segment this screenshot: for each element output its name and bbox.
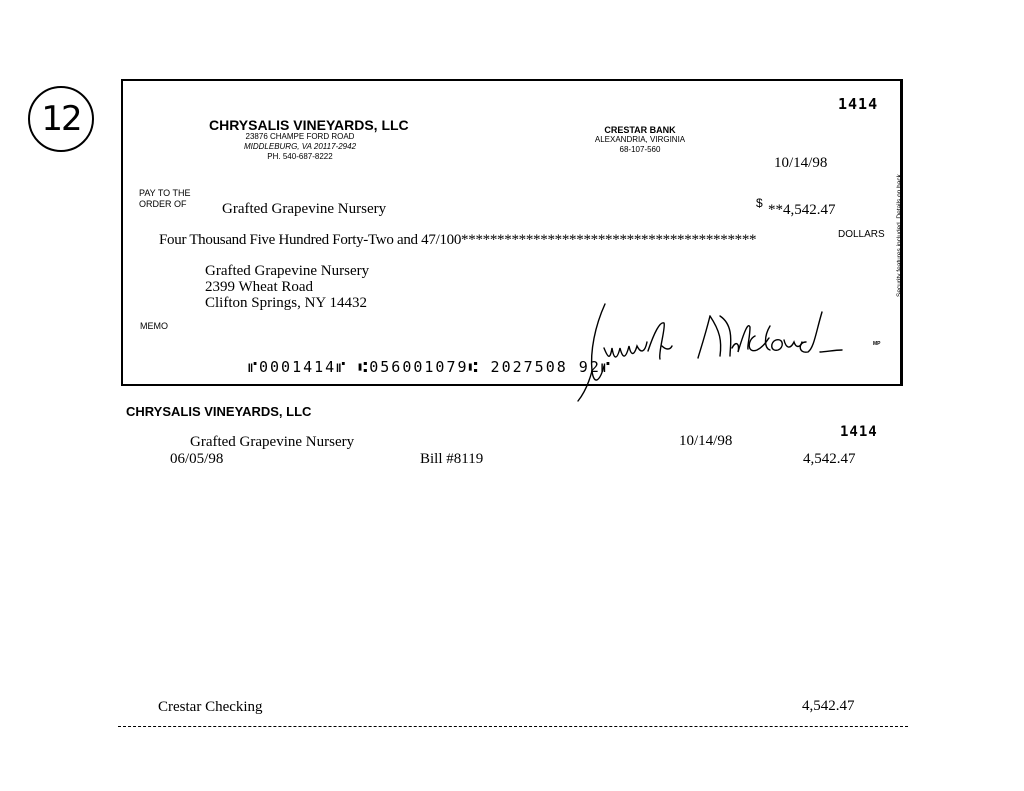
check-number: 1414 <box>838 95 879 113</box>
stub-account-name: Crestar Checking <box>158 699 263 715</box>
company-address-line2: MIDDLEBURG, VA 20117-2942 <box>243 142 357 151</box>
dollars-label: DOLLARS <box>838 229 885 240</box>
company-address-block <box>225 132 375 162</box>
mp-mark: MP <box>873 341 881 347</box>
company-name: CHRYSALIS VINEYARDS, LLC <box>209 117 409 133</box>
company-address-line1: 23876 CHAMPE FORD ROAD <box>245 132 355 141</box>
payee-address-block <box>205 263 369 311</box>
stub-account-amount: 4,542.47 <box>802 698 855 714</box>
stub-payee: Grafted Grapevine Nursery <box>190 434 355 450</box>
stub-bill-amount: 4,542.47 <box>803 451 856 467</box>
company-phone: PH. 540-687-8222 <box>267 152 333 161</box>
dollar-sign: $ <box>756 196 763 210</box>
perforation-line <box>118 726 908 727</box>
payee-name: Grafted Grapevine Nursery <box>222 201 387 217</box>
page-number: 12 <box>41 99 81 139</box>
check-date: 10/14/98 <box>774 155 828 171</box>
pay-to-label-line2: ORDER OF <box>139 199 187 209</box>
stub-company-name: CHRYSALIS VINEYARDS, LLC <box>126 404 312 419</box>
amount-numeric: **4,542.47 <box>768 202 836 218</box>
security-features-note: Security features included. Details on back. <box>896 172 903 298</box>
stub-bill-date: 06/05/98 <box>170 451 224 467</box>
stub-check-number: 1414 <box>840 424 878 440</box>
payee-address-line3: Clifton Springs, NY 14432 <box>205 295 367 311</box>
stub-date: 10/14/98 <box>679 433 733 449</box>
amount-in-words: Four Thousand Five Hundred Forty-Two and 47/100***************************************** <box>159 232 757 248</box>
payee-address-line1: Grafted Grapevine Nursery <box>205 263 370 279</box>
stub-bill-reference: Bill #8119 <box>420 451 484 467</box>
payee-address-line2: 2399 Wheat Road <box>205 279 314 295</box>
memo-label: MEMO <box>140 321 168 331</box>
bank-name: CRESTAR BANK <box>604 125 676 135</box>
bank-location: ALEXANDRIA, VIRGINIA <box>594 135 686 144</box>
micr-line: ⑈0001414⑈ ⑆056001079⑆ 2027508 92⑈ <box>248 358 612 376</box>
page-number-circle <box>28 86 94 152</box>
pay-to-label <box>139 188 191 210</box>
bank-block <box>580 125 700 155</box>
signature <box>570 296 870 406</box>
bank-routing-fraction: 68-107-560 <box>619 145 661 154</box>
pay-to-label-line1: PAY TO THE <box>139 188 191 198</box>
